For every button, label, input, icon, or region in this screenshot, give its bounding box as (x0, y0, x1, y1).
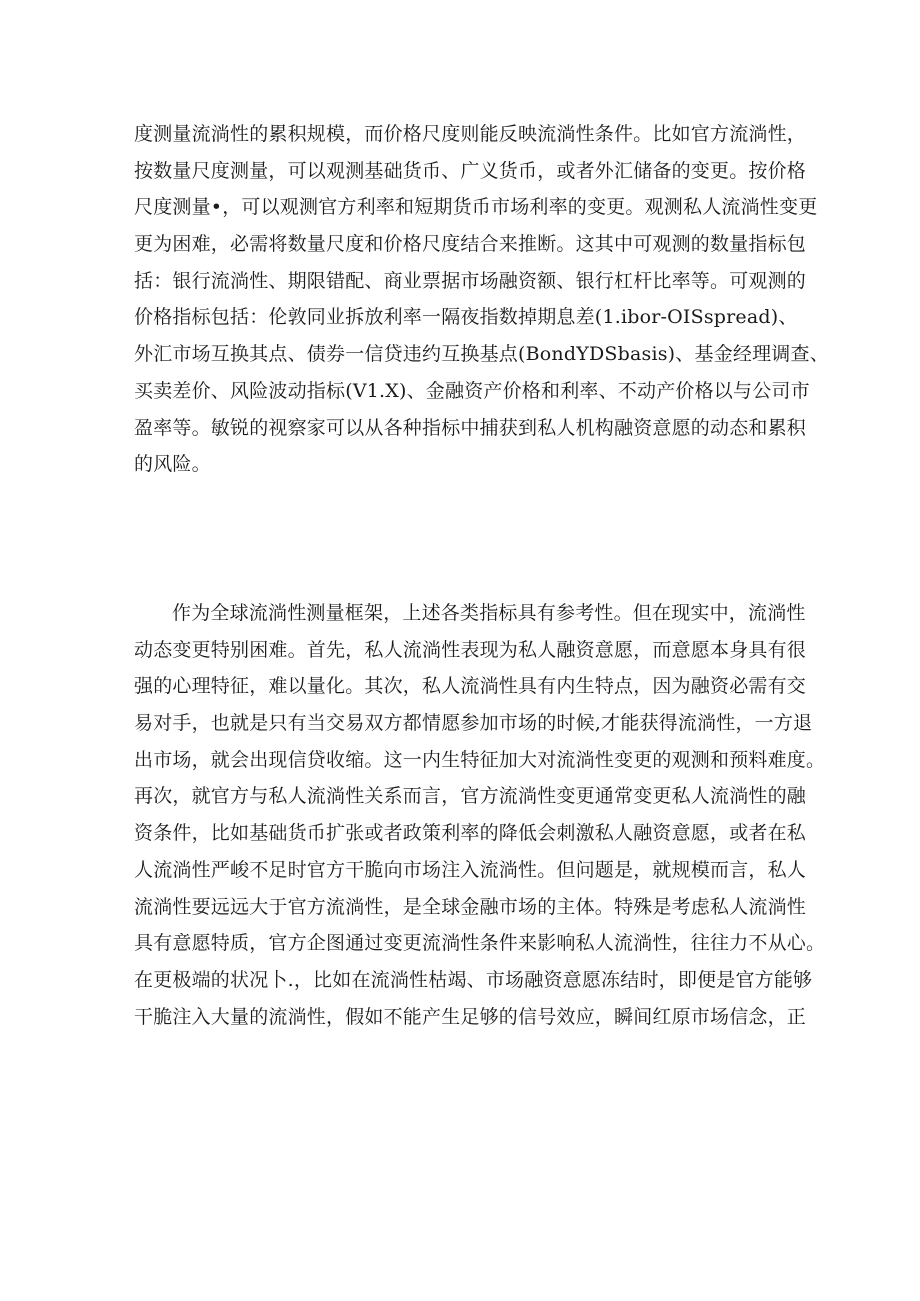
paragraph-liquidity-measurement (134, 116, 829, 483)
text-line: 再次，就官方与私人流淌性关系而言，官方流淌性变更通常变更私人流淌性的融 (134, 785, 807, 808)
text-line: 强的心理特征，难以量化。其次，私人流淌性具有内生特点，因为融资必需有交 (134, 675, 807, 698)
text-line-indented: 作为全球流淌性测量框架，上述各类指标具有参考性。但在现实中，流淌性 (172, 602, 806, 624)
text-line: 按数量尺度测量，可以观测基础货币、广义货币，或者外汇储备的变更。按价格 (134, 159, 807, 182)
text-line: 出市场，就会出现信贷收缩。这一内生特征加大对流淌性变更的观测和预料难度。 (134, 748, 826, 771)
text-line: 买卖差价、风险波动指标(V1.X)、金融资产价格和利率、不动产价格以与公司市 (134, 379, 810, 402)
text-line: 外汇市场互换其点、债券一信贷违约互换基点(BondYDSbasis)、基金经理调查、 (134, 343, 829, 366)
text-line: 在更极端的状况卜.，比如在流淌性枯竭、市场融资意愿冻结时，即便是官方能够 (134, 968, 813, 991)
text-line: 度测量流淌性的累积规模，而价格尺度则能反映流淌性条件。比如官方流淌性， (134, 123, 807, 145)
text-line: 的风险。 (134, 453, 211, 476)
text-line: 干脆注入大量的流淌性，假如不能产生足够的信号效应，瞬间红原市场信念，正 (134, 1005, 807, 1028)
text-line: 流淌性要远远大于官方流淌性，是全球金融市场的主体。特殊是考虑私人流淌性 (134, 895, 807, 918)
paragraph-measurement-framework (134, 595, 826, 1035)
text-line: 人流淌性严峻不足时官方干脆向市场注入流淌性。但问题是，就规模而言，私人 (134, 858, 807, 881)
text-line: 资条件，比如基础货币扩张或者政策利率的降低会刺激私人融资意愿，或者在私 (134, 822, 807, 845)
text-line: 具有意愿特质，官方企图通过变更流淌性条件来影响私人流淌性，往往力不从心。 (134, 932, 826, 955)
text-line: 价格指标包括：伦敦同业拆放利率一隔夜指数掉期息差(1.ibor-OISspread)、 (134, 306, 798, 329)
text-line: 括：银行流淌性、期限错配、商业票据市场融资额、银行杠杆比率等。可观测的 (134, 269, 807, 292)
text-line: 动态变更特别困难。首先，私人流淌性表现为私人融资意愿，而意愿本身具有很 (134, 638, 807, 661)
text-line: 易对手，也就是只有当交易双方都情愿参加市场的时候,才能获得流淌性，一方退 (134, 712, 813, 735)
text-line: 盈率等。敏锐的视察家可以从各种指标中捕获到私人机构融资意愿的动态和累积 (134, 416, 807, 439)
text-line: 更为困难，必需将数量尺度和价格尺度结合来推断。这其中可观测的数量指标包 (134, 233, 807, 256)
text-line: 尺度测量•，可以观测官方利率和短期货币市场利率的变更。观测私人流淌性变更 (134, 196, 818, 219)
